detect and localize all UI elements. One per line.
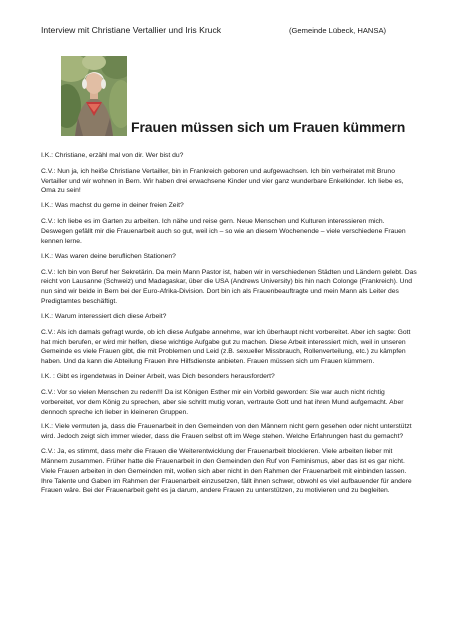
header-interviewees: Interview mit Christiane Vertallier und Iris Kruck	[41, 25, 222, 35]
question-paragraph: I.K.: Was machst du gerne in deiner freien Zeit?	[41, 202, 184, 210]
answer-paragraph: C.V.: Vor so vielen Menschen zu reden!!! Da ist Königen Esther mir ein Vorbild geworden: Sie war auch nicht richtig vorbereitet, vor dem König zu sprechen, aber sie schritt mutig voran, vertraute Gott und hat ihren Mund aufgemacht. Aber dennoch spreche ich lieber in kleineren Gruppen.	[41, 388, 404, 416]
question-paragraph: I.K.: Was waren deine beruflichen Stationen?	[41, 252, 176, 260]
question-paragraph: I.K.: Warum interessiert dich diese Arbeit?	[41, 312, 167, 320]
header-congregation: (Gemeinde Lübeck, HANSA)	[289, 26, 387, 35]
question-paragraph: I.K. : Gibt es irgendetwas in Deiner Arbeit, was Dich besonders herausfordert?	[41, 373, 275, 381]
portrait-photo	[61, 56, 127, 136]
answer-paragraph: C.V.: Ich bin von Beruf her Sekretärin. Da mein Mann Pastor ist, haben wir in verschiedenen Städten und Ländern gelebt. Das reicht von Lausanne (Schweiz) und Madagaskar, über die USA (Andrews University) bis hin nach Colonge (Frankreich). Und nun sind wir beide in Bern bei der Euro-Afrika-Division. Dort bin ich als Frauenbeauftragte und mein Mann als Leiter des Predigtamtes beschäftigt.	[41, 268, 417, 306]
question-paragraph: I.K.: Viele vermuten ja, dass die Frauenarbeit in den Gemeinden von den Männern nicht gern gesehen oder nicht unterstützt wird. Jedoch zeigt sich immer wieder, dass die Frauen selbst oft im Wege stehen. Welche Erfahrungen hast du gemacht?	[41, 423, 412, 441]
article-title: Frauen müssen sich um Frauen kümmern	[131, 119, 406, 135]
answer-paragraph: C.V.: Als ich damals gefragt wurde, ob ich diese Aufgabe annehme, war ich überhaupt nicht vorbereitet. Aber ich sagte: Gott hat mich berufen, er wird mir helfen, diese wichtige Aufgabe gut zu machen. Diese Arbeit interessiert mich, weil in unseren Gemeinde es viele Frauen gibt, die mit Problemen und Leid (z.B. sexueller Missbrauch, Rollenverteilung, etc.) zu kämpfen haben. Und da kann die Abteilung Frauen ihre Hilfsdienste anbieten. Frauen müssen sich um Frauen kümmern.	[41, 328, 411, 366]
question-paragraph: I.K.: Christiane, erzähl mal von dir. Wer bist du?	[41, 152, 184, 159]
answer-paragraph: C.V.: Ja, es stimmt, dass mehr die Frauen die Weiterentwicklung der Frauenarbeit blockieren. Viele arbeiten lieber mit Männern zusammen. Früher hatte die Frauenarbeit in den Gemeinden den Ruf von Feminismus, aber das ist es gar nicht. Viele Frauen arbeiten in den Gemeinden mit, wollen sich aber nicht in den Rahmen der Frauenarbeit mit einbinden lassen. Ihre Talente und Gaben im Rahmen der Frauenarbeit einzusetzen, fällt ihnen schwer, obwohl es viel aufbauender für andere Frauen wäre. Bei der Frauenarbeit geht es ja darum, andere Frauen zu unterstützen, zu motivieren und zu begleiten.	[41, 448, 412, 495]
interview-body	[41, 151, 417, 501]
answer-paragraph: C.V.: Nun ja, ich heiße Christiane Vertailler, bin in Frankreich geboren und aufgewachsen. Ich bin verheiratet mit Bruno Vertailler und wir wohnen in Bern. Wir haben drei erwachsene Kinder und vier ganz wunderbare Enkelkinder. Ich liebe es, Oma zu sein!	[41, 167, 404, 195]
page-header	[41, 25, 421, 36]
answer-paragraph: C.V.: Ich liebe es im Garten zu arbeiten. Ich nähe und reise gern. Neue Menschen und Kulturen interessieren mich. Deswegen gefällt mir die Frauenarbeit auch so gut, weil ich – so wie an diesem Wochenende – viele verschiedene Frauen kennen lerne.	[41, 218, 406, 245]
